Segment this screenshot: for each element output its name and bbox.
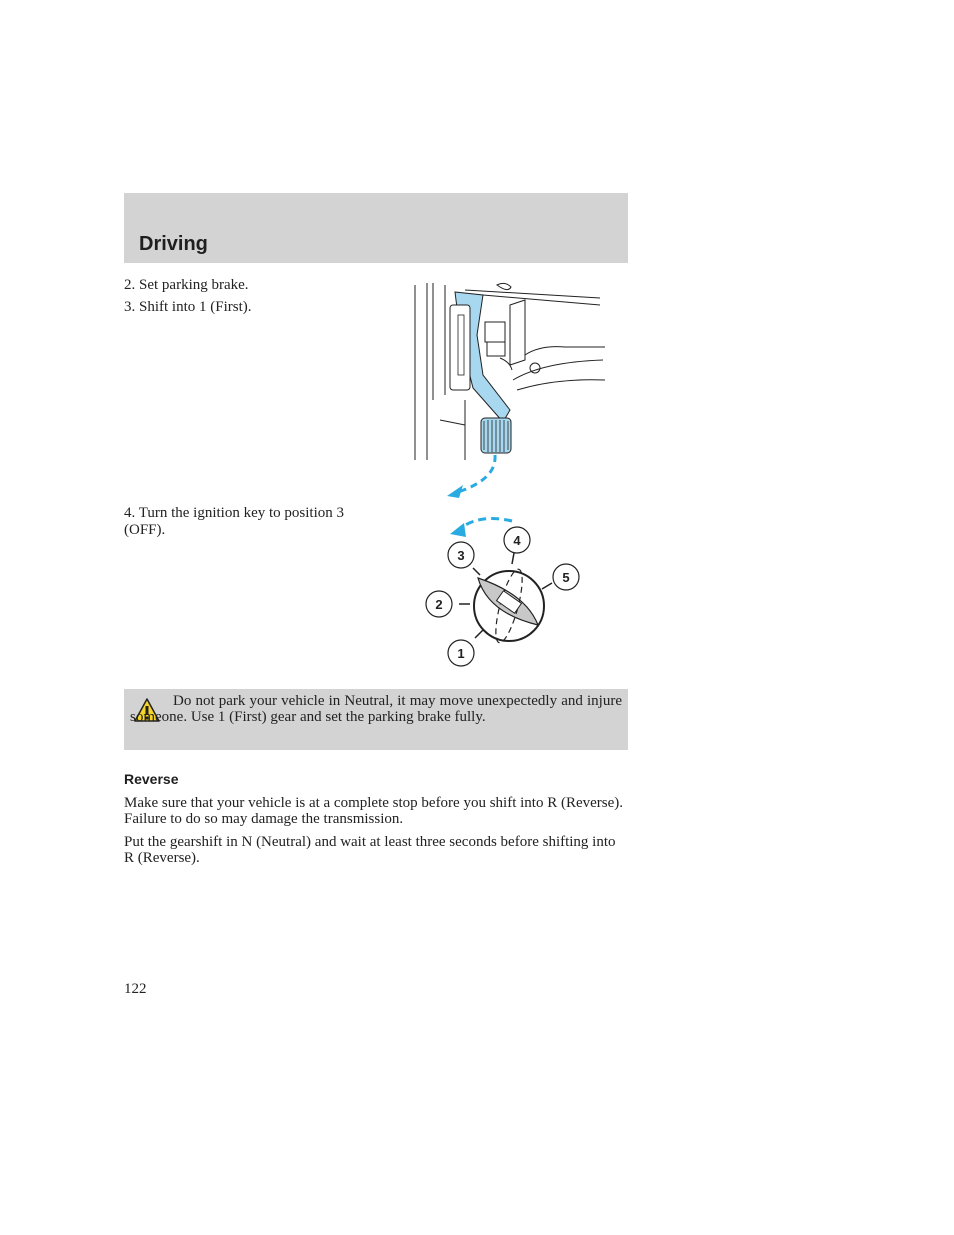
reverse-heading: Reverse	[124, 771, 179, 787]
position-4-label: 4	[513, 533, 521, 548]
position-3-label: 3	[457, 548, 465, 563]
reverse-paragraph-2: Put the gearshift in N (Neutral) and wait at least three seconds before shifting into R (Reverse).	[124, 834, 616, 866]
page-number: 122	[124, 981, 147, 997]
step-set-parking-brake: 2. Set parking brake.	[124, 277, 249, 293]
step-shift-first: 3. Shift into 1 (First).	[124, 299, 252, 315]
reverse-paragraph-1: Make sure that your vehicle is at a complete stop before you shift into R (Reverse). Failure to do so may damage the transmission.	[124, 795, 624, 827]
position-2-label: 2	[435, 597, 443, 612]
warning-box	[124, 689, 628, 750]
ignition-key-illustration	[420, 512, 590, 672]
clutch-pedal-illustration	[405, 280, 610, 500]
step-ignition: 4. Turn the ignition key to position 3 (OFF).	[124, 505, 345, 538]
position-1-label: 1	[457, 646, 465, 661]
section-title: Driving	[139, 233, 208, 255]
position-5-label: 5	[562, 570, 570, 585]
warning-text: Do not park your vehicle in Neutral, it may move unexpectedly and injure someone. Use 1 (First) gear and set the parking brake fully.	[130, 693, 622, 725]
steps-top	[124, 277, 384, 321]
section-header-band	[124, 193, 628, 263]
